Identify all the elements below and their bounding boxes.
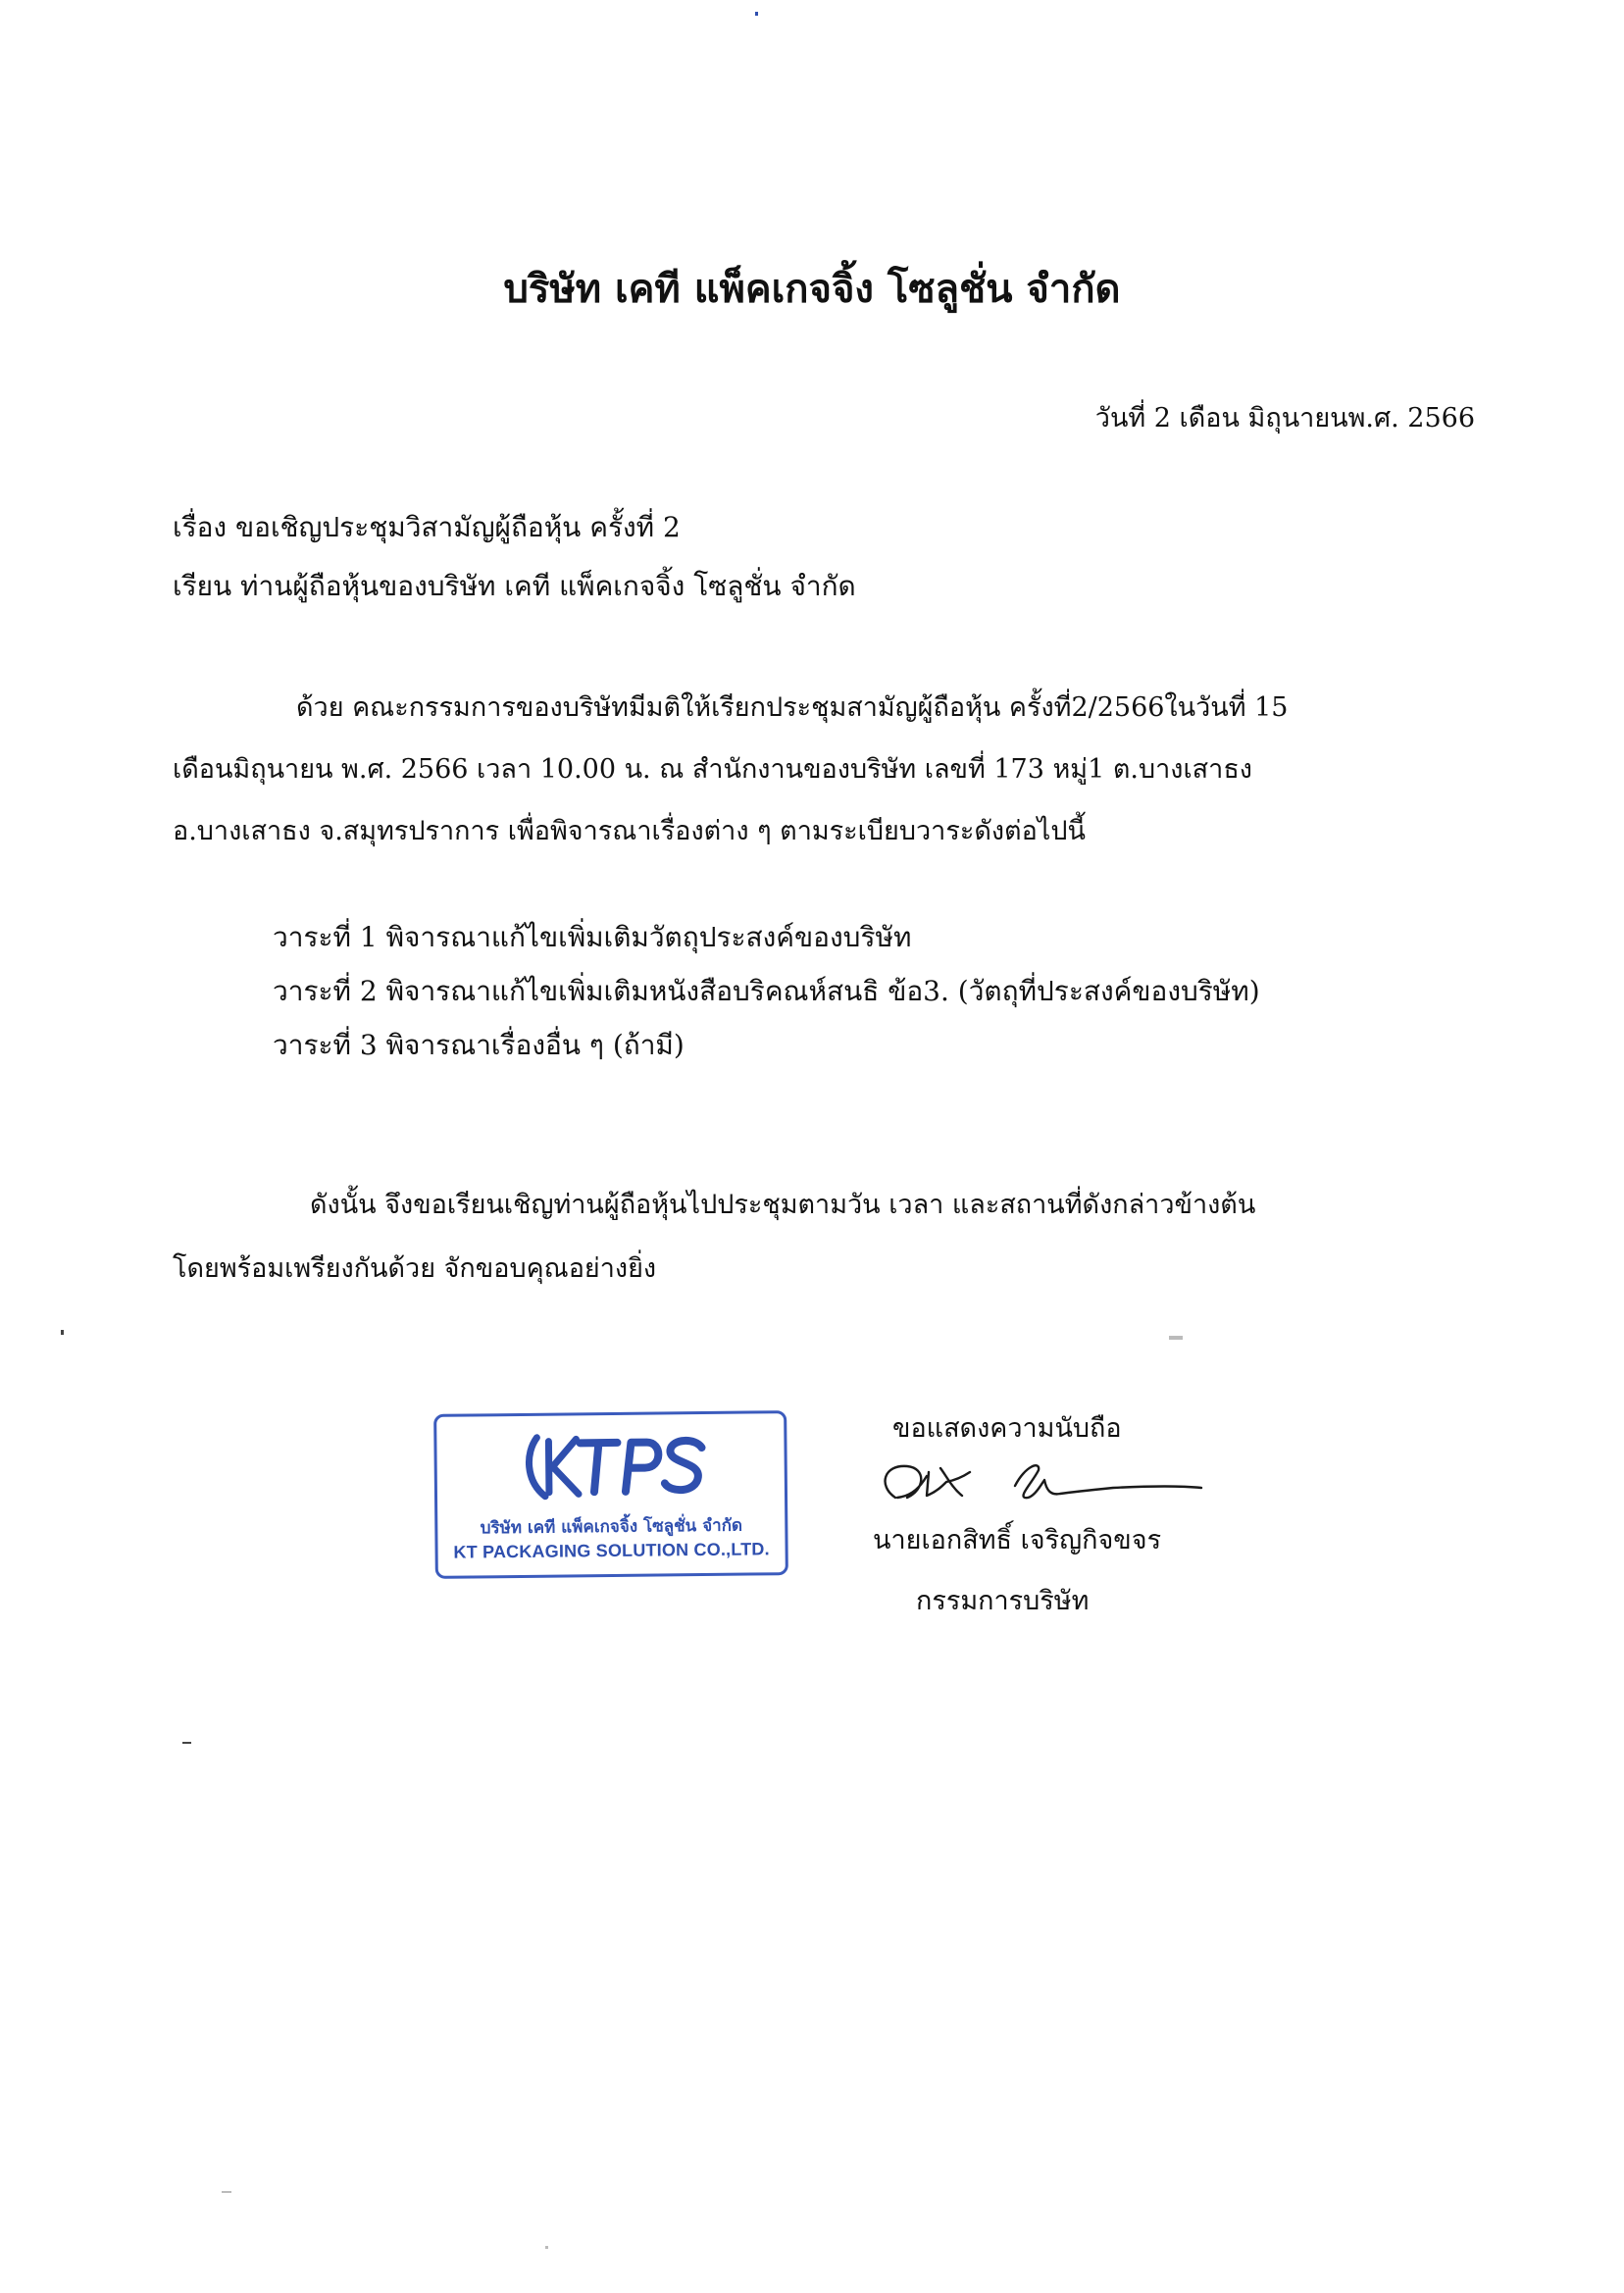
stamp-company-english: KT PACKAGING SOLUTION CO.,LTD. bbox=[453, 1539, 770, 1562]
agenda-item: วาระที่ 2 พิจารณาแก้ไขเพิ่มเติมหนังสือบริคณห์สนธิ ข้อ3. (วัตถุที่ประสงค์ของบริษัท) bbox=[273, 975, 1260, 1007]
scan-speck bbox=[545, 2246, 548, 2249]
signer-title: กรรมการบริษัท bbox=[916, 1586, 1090, 1616]
body-paragraph-1-line: เดือนมิถุนายน พ.ศ. 2566 เวลา 10.00 น. ณ สำนักงานของบริษัท เลขที่ 173 หมู่1 ต.บางเสาธง bbox=[173, 754, 1252, 785]
agenda-list bbox=[273, 910, 1260, 1072]
company-title: บริษัท เคที แพ็คเกจจิ้ง โซลูชั่น จำกัด bbox=[503, 266, 1121, 312]
letter-subject: เรื่อง ขอเชิญประชุมวิสามัญผู้ถือหุ้น ครั้งที่ 2 bbox=[173, 511, 681, 543]
scan-speck bbox=[61, 1330, 64, 1335]
agenda-item: วาระที่ 3 พิจารณาเรื่องอื่น ๆ (ถ้ามี) bbox=[273, 1029, 685, 1061]
scan-speck bbox=[182, 1742, 191, 1744]
body-paragraph-1 bbox=[173, 677, 1477, 862]
body-paragraph-1-line: ด้วย คณะกรรมการของบริษัทมีมติให้เรียกประชุมสามัญผู้ถือหุ้น ครั้งที่2/2566ในวันที่ 15 bbox=[296, 692, 1289, 723]
handwritten-signature-icon bbox=[868, 1447, 1221, 1515]
company-stamp bbox=[433, 1410, 788, 1579]
closing-salutation: ขอแสดงความนับถือ bbox=[892, 1413, 1122, 1444]
scan-speck bbox=[1169, 1336, 1183, 1340]
body-paragraph-1-line: อ.บางเสาธง จ.สมุทรปราการ เพื่อพิจารณาเรื่องต่าง ๆ ตามระเบียบวาระดังต่อไปนี้ bbox=[173, 816, 1086, 846]
ktps-logo-icon bbox=[515, 1422, 712, 1508]
letter-recipient: เรียน ท่านผู้ถือหุ้นของบริษัท เคที แพ็คเกจจิ้ง โซลูชั่น จำกัด bbox=[173, 570, 856, 602]
scan-speck bbox=[222, 2191, 231, 2193]
agenda-item: วาระที่ 1 พิจารณาแก้ไขเพิ่มเติมวัตถุประสงค์ของบริษัท bbox=[273, 921, 912, 953]
stamp-company-thai: บริษัท เคที แพ็คเกจจิ้ง โซลูชั่น จำกัด bbox=[480, 1515, 743, 1539]
scan-speck bbox=[755, 12, 758, 16]
body-paragraph-2-line: โดยพร้อมเพรียงกันด้วย จักขอบคุณอย่างยิ่ง bbox=[173, 1253, 657, 1284]
letter-date: วันที่ 2 เดือน มิถุนายนพ.ศ. 2566 bbox=[1094, 403, 1475, 433]
body-paragraph-2-line: ดังนั้น จึงขอเรียนเชิญท่านผู้ถือหุ้นไปประชุมตามวัน เวลา และสถานที่ดังกล่าวข้างต้น bbox=[310, 1190, 1256, 1220]
signer-name: นายเอกสิทธิ์ เจริญกิจขจร bbox=[873, 1525, 1162, 1555]
body-paragraph-2 bbox=[173, 1173, 1477, 1300]
